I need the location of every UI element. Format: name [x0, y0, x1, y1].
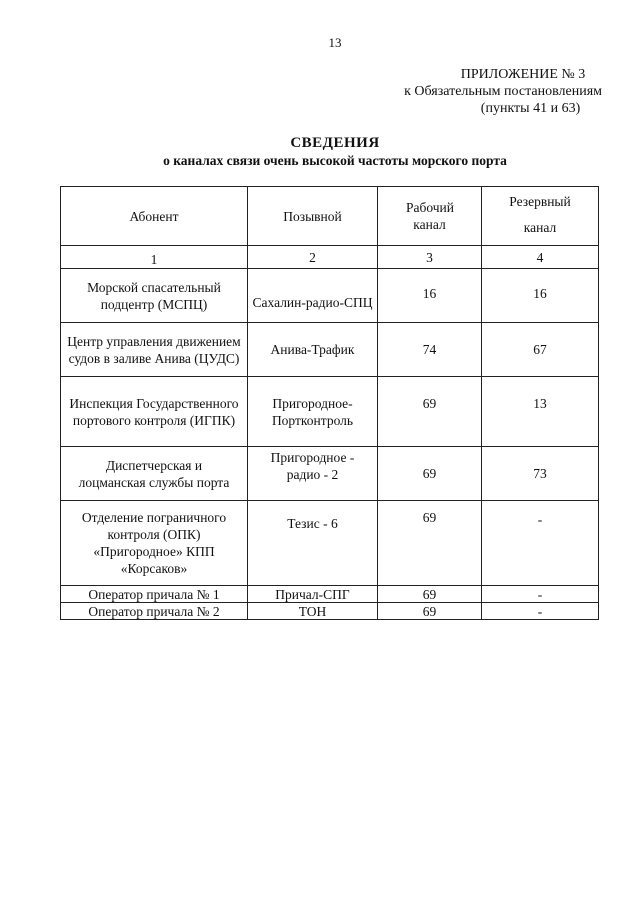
document-title: СВЕДЕНИЯ — [290, 135, 380, 151]
table-row — [61, 603, 599, 620]
working-channel-cell: 69 — [378, 586, 482, 603]
subscriber-cell: Оператор причала № 2 — [61, 603, 248, 620]
document-subtitle: о каналах связи очень высокой частоты морского порта — [163, 153, 507, 168]
table-row — [61, 501, 599, 586]
header-working-channel: Рабочий канал — [378, 187, 482, 246]
table-row — [61, 377, 599, 447]
channels-table — [60, 186, 599, 620]
callsign-cell: Пригородное-Портконтроль — [248, 377, 378, 447]
subscriber-cell: Оператор причала № 1 — [61, 586, 248, 603]
callsign-cell: Анива-Трафик — [248, 323, 378, 377]
callsign-cell: Пригородное - радио - 2 — [248, 447, 378, 501]
callsign-cell: Сахалин-радио-СПЦ — [248, 269, 378, 323]
table-row — [61, 447, 599, 501]
appendix-reference: к Обязательным постановлениям — [404, 84, 602, 99]
callsign-cell: ТОН — [248, 603, 378, 620]
working-channel-cell: 16 — [378, 269, 482, 323]
column-number: 1 — [61, 246, 248, 269]
appendix-block — [404, 66, 602, 117]
subscriber-cell: Инспекция Государственного портового контроля (ИГПК) — [61, 377, 248, 447]
working-channel-cell: 69 — [378, 377, 482, 447]
subscriber-cell: Диспетчерская и лоцманская службы порта — [61, 447, 248, 501]
callsign-cell: Причал-СПГ — [248, 586, 378, 603]
column-number: 4 — [482, 246, 599, 269]
working-channel-cell: 69 — [378, 603, 482, 620]
reserve-channel-cell: - — [482, 586, 599, 603]
callsign-cell: Тезис - 6 — [248, 501, 378, 586]
appendix-clauses: (пункты 41 и 63) — [480, 101, 581, 116]
working-channel-cell: 69 — [378, 501, 482, 586]
subscriber-cell: Морской спасательный подцентр (МСПЦ) — [61, 269, 248, 323]
reserve-channel-cell: 16 — [482, 269, 599, 323]
column-number: 3 — [378, 246, 482, 269]
header-callsign: Позывной — [248, 187, 378, 246]
header-reserve-channel: Резервный канал — [482, 187, 599, 246]
reserve-channel-cell: 73 — [482, 447, 599, 501]
subscriber-cell: Отделение пограничного контроля (ОПК) «Пригородное» КПП «Корсаков» — [61, 501, 248, 586]
working-channel-cell: 74 — [378, 323, 482, 377]
table-header-row — [61, 187, 599, 246]
table-row — [61, 586, 599, 603]
column-number-row — [61, 246, 599, 269]
page-number: 13 — [328, 35, 342, 50]
reserve-channel-cell: 67 — [482, 323, 599, 377]
working-channel-cell: 69 — [378, 447, 482, 501]
table-row — [61, 269, 599, 323]
reserve-channel-cell: - — [482, 501, 599, 586]
appendix-title: ПРИЛОЖЕНИЕ № 3 — [460, 67, 586, 82]
subscriber-cell: Центр управления движением судов в заливе Анива (ЦУДС) — [61, 323, 248, 377]
table-row — [61, 323, 599, 377]
reserve-channel-cell: 13 — [482, 377, 599, 447]
column-number: 2 — [248, 246, 378, 269]
header-subscriber: Абонент — [61, 187, 248, 246]
reserve-channel-cell: - — [482, 603, 599, 620]
